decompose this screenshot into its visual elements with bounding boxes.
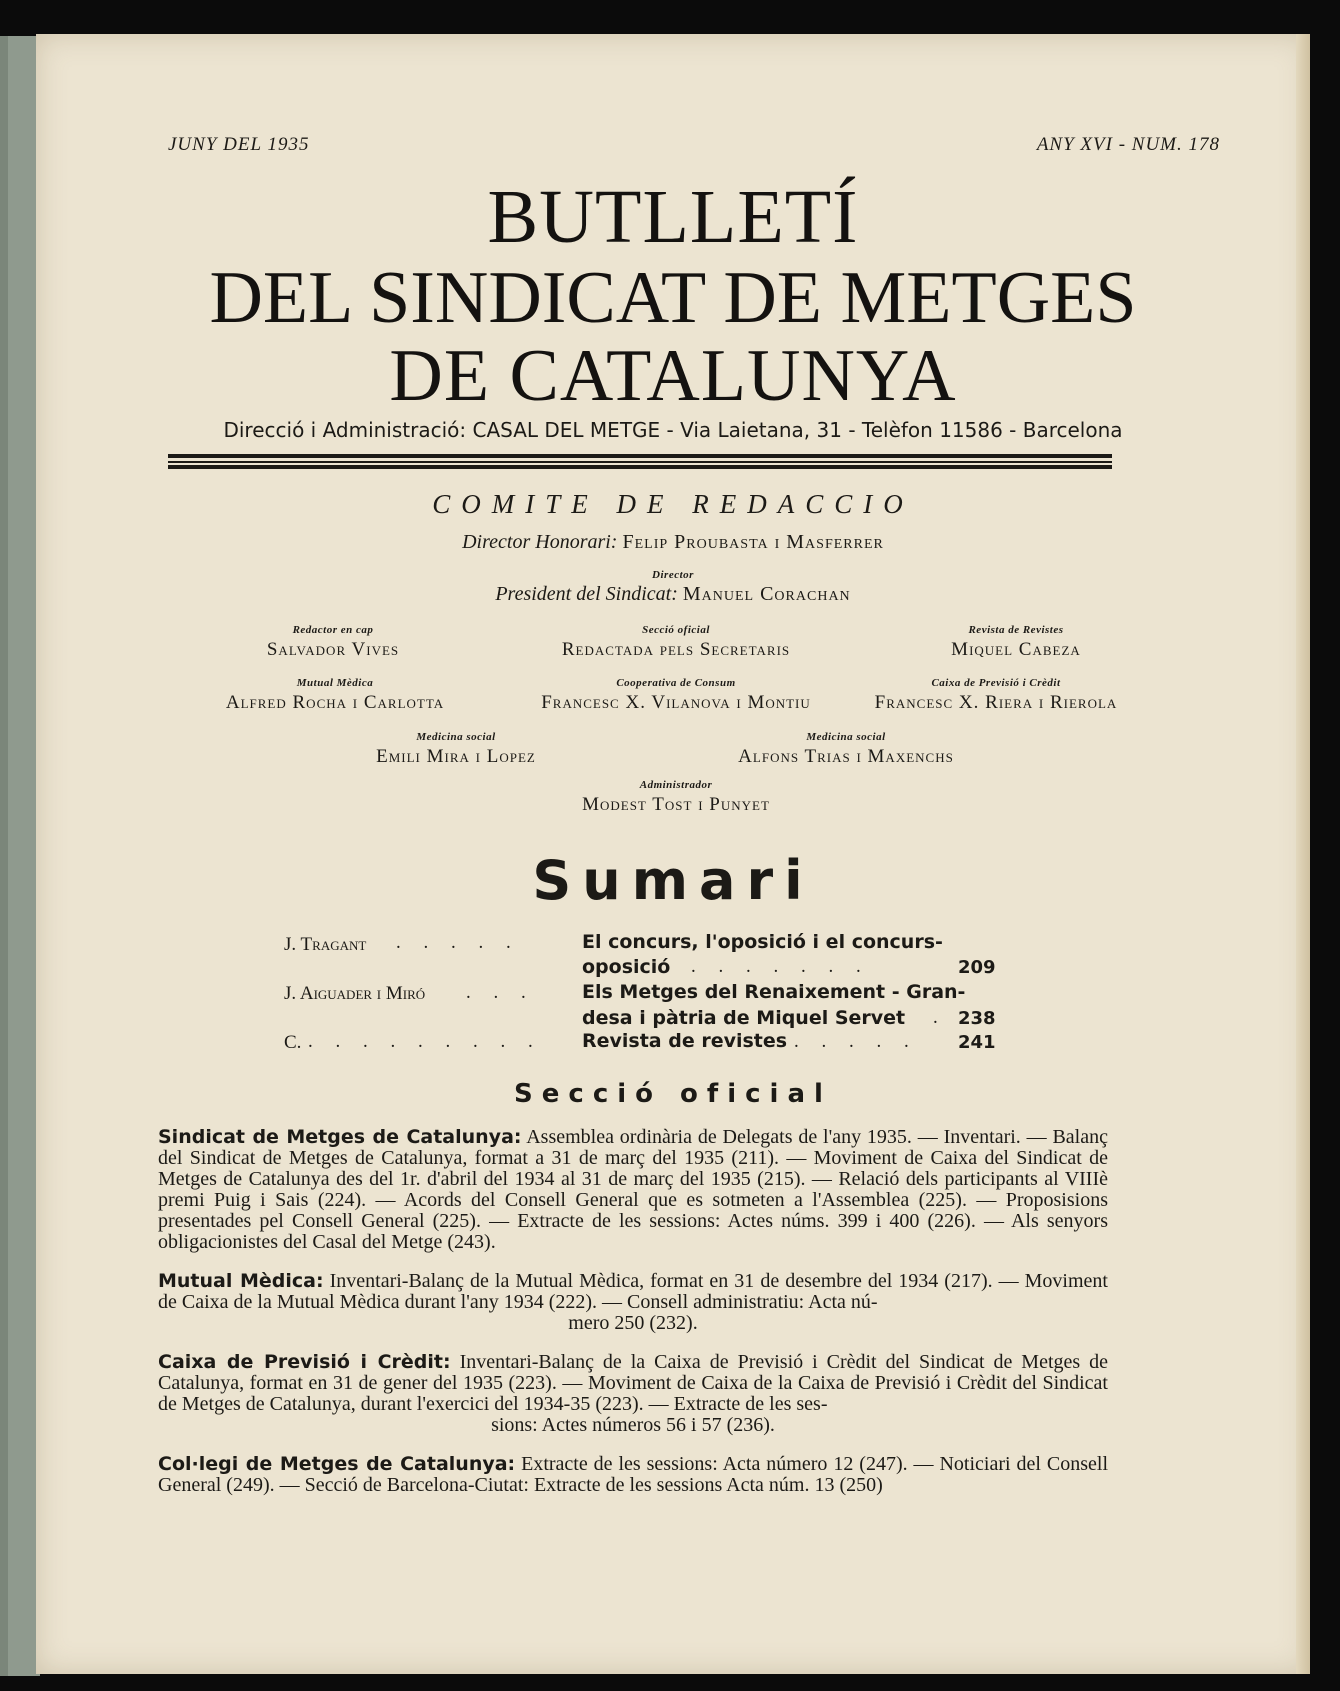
member-name: Alfons Trias i Maxenchs <box>738 746 954 767</box>
member-role: Secció oficial <box>642 624 710 636</box>
toc-leader: . . . . . . . . . <box>308 1031 542 1052</box>
toc-author: C. <box>284 1032 302 1053</box>
member-name: Francesc X. Riera i Rierola <box>874 692 1118 713</box>
toc-title: El concurs, l'oposició i el concurs- <box>582 931 943 953</box>
masthead-title-line1: BUTLLETÍ <box>487 175 859 259</box>
sumari-heading: Sumari <box>532 849 814 912</box>
honorary-name: Felip Proubasta i Masferrer <box>622 531 884 553</box>
member-role: Cooperativa de Consum <box>616 677 736 689</box>
comite-heading: COMITE DE REDACCIO <box>432 489 914 519</box>
paragraph-tail: sions: Actes números 56 i 57 (236). <box>491 1414 775 1436</box>
member-cell <box>208 624 458 661</box>
member-name: Redactada pels Secretaris <box>561 639 791 660</box>
member-name: Alfred Rocha i Carlotta <box>225 692 445 713</box>
masthead-title-line3: DE CATALUNYA <box>389 335 957 417</box>
honorary-director-line <box>36 531 1310 554</box>
paragraph-label: Sindicat de Metges de Catalunya: <box>158 1126 522 1148</box>
divider-rule <box>168 454 1112 458</box>
honorary-role: Director Honorari: <box>462 531 618 553</box>
member-cell <box>476 624 876 661</box>
toc-page: 209 <box>958 957 996 978</box>
member-role: Mutual Mèdica <box>296 677 374 689</box>
toc-title-cont: desa i pàtria de Miquel Servet <box>582 1007 906 1029</box>
director-label: Director <box>652 569 694 581</box>
member-cell <box>150 677 520 714</box>
director-role: President del Sindicat: <box>495 583 678 605</box>
toc-page: 238 <box>958 1008 996 1029</box>
member-role: Medicina social <box>806 731 886 743</box>
issue-number: ANY XVI - NUM. 178 <box>1036 134 1220 155</box>
member-role: Medicina social <box>416 731 496 743</box>
member-role: Revista de Revistes <box>968 624 1064 636</box>
divider-rule <box>168 465 1112 469</box>
member-name: Francesc X. Vilanova i Montiu <box>541 692 811 713</box>
member-role: Caixa de Previsió i Crèdit <box>931 677 1061 689</box>
paragraph-label: Caixa de Previsió i Crèdit: <box>158 1351 451 1373</box>
issue-date: JUNY DEL 1935 <box>168 134 310 155</box>
toc-author: J. Aiguader i Miró <box>284 983 426 1004</box>
paragraph-tail: mero 250 (232). <box>568 1312 698 1334</box>
seccio-paragraph <box>158 1271 1108 1334</box>
member-cell <box>836 677 1156 714</box>
paragraph-label: Col·legi de Metges de Catalunya: <box>158 1453 516 1475</box>
member-role: Administrador <box>639 779 713 791</box>
document-page <box>36 34 1310 1674</box>
member-name: Emili Mira i Lopez <box>376 746 536 767</box>
toc-leader: . . . <box>466 982 535 1003</box>
address-line: Direcció i Administració: CASAL DEL METGE - Via Laietana, 31 - Telèfon 11586 - Barcelona <box>223 418 1123 442</box>
toc-leader: . . . . . . . <box>691 956 870 977</box>
member-name: Modest Tost i Punyet <box>582 794 770 815</box>
member-cell <box>486 677 866 714</box>
director-name: Manuel Corachan <box>682 583 851 605</box>
member-name: Salvador Vives <box>266 639 400 660</box>
paragraph-body: Extracte de les sessions: Acta número 12 (247). — Noticiari del Consell General (249). — Secció de Barcelona-Ciutat: Extracte de les sessions Acta núm. 13 (250) <box>158 1453 1108 1496</box>
toc-leader: . . . . . <box>794 1031 918 1052</box>
masthead-title-line2: DEL SINDICAT DE METGES <box>209 257 1137 339</box>
toc-author: J. Tragant <box>284 934 367 955</box>
seccio-paragraph <box>158 1127 1108 1253</box>
paragraph-body: Inventari-Balanç de la Caixa de Previsió i Crèdit del Sindicat de Metges de Catalunya, format en 31 de gener del 1935 (223). — Moviment de Caixa de la Caixa de Previsió i Crèdit del Sindicat de Metges de Catalunya, durant l'exercici del 1934-35 (223). — Extracte de les ses- <box>158 1351 1109 1415</box>
toc-leader: . <box>933 1007 947 1028</box>
member-name: Miquel Cabeza <box>951 639 1081 660</box>
member-cell <box>871 624 1161 661</box>
director-line <box>36 583 1310 606</box>
toc-leader: . . . . . <box>396 932 520 953</box>
toc-page: 241 <box>958 1032 996 1053</box>
paragraph-label: Mutual Mèdica: <box>158 1270 324 1292</box>
member-cell <box>306 731 606 768</box>
seccio-heading: Secció oficial <box>514 1079 832 1109</box>
member-cell <box>696 731 996 768</box>
paragraph-body: Assemblea ordinària de Delegats de l'any 1935. — Inventari. — Balanç del Sindicat de Metges de Catalunya, format a 31 de març del 1935 (211). — Moviment de Caixa del Sindicat de Metges de Catalunya des del 1r. d'abril del 1934 al 31 de març del 1935 (215). — Relació dels participants al VIIIè premi Puig i Sais (224). — Acords del Consell General que es sotmeten a l'Assemblea (225). — Proposisions presentades pel Consell General (225). — Extracte de les sessions: Actes núms. 399 i 400 (226). — Als senyors obligacionistes del Casal del Metge (243). <box>158 1126 1108 1253</box>
toc-title-cont: oposició <box>582 956 671 978</box>
member-cell <box>506 779 846 816</box>
seccio-paragraph <box>158 1454 1108 1496</box>
member-role: Redactor en cap <box>292 624 374 636</box>
paragraph-body: Inventari-Balanç de la Mutual Mèdica, format en 31 de desembre del 1934 (217). — Moviment de Caixa de la Mutual Mèdica durant l'any 1934 (222). — Consell administratiu: Acta nú- <box>158 1270 1108 1313</box>
toc-title: Els Metges del Renaixement - Gran- <box>582 981 966 1003</box>
divider-rule <box>168 461 1112 463</box>
toc-title: Revista de revistes <box>582 1030 788 1052</box>
binding-board-edge <box>0 36 8 1676</box>
seccio-paragraph <box>158 1352 1108 1436</box>
